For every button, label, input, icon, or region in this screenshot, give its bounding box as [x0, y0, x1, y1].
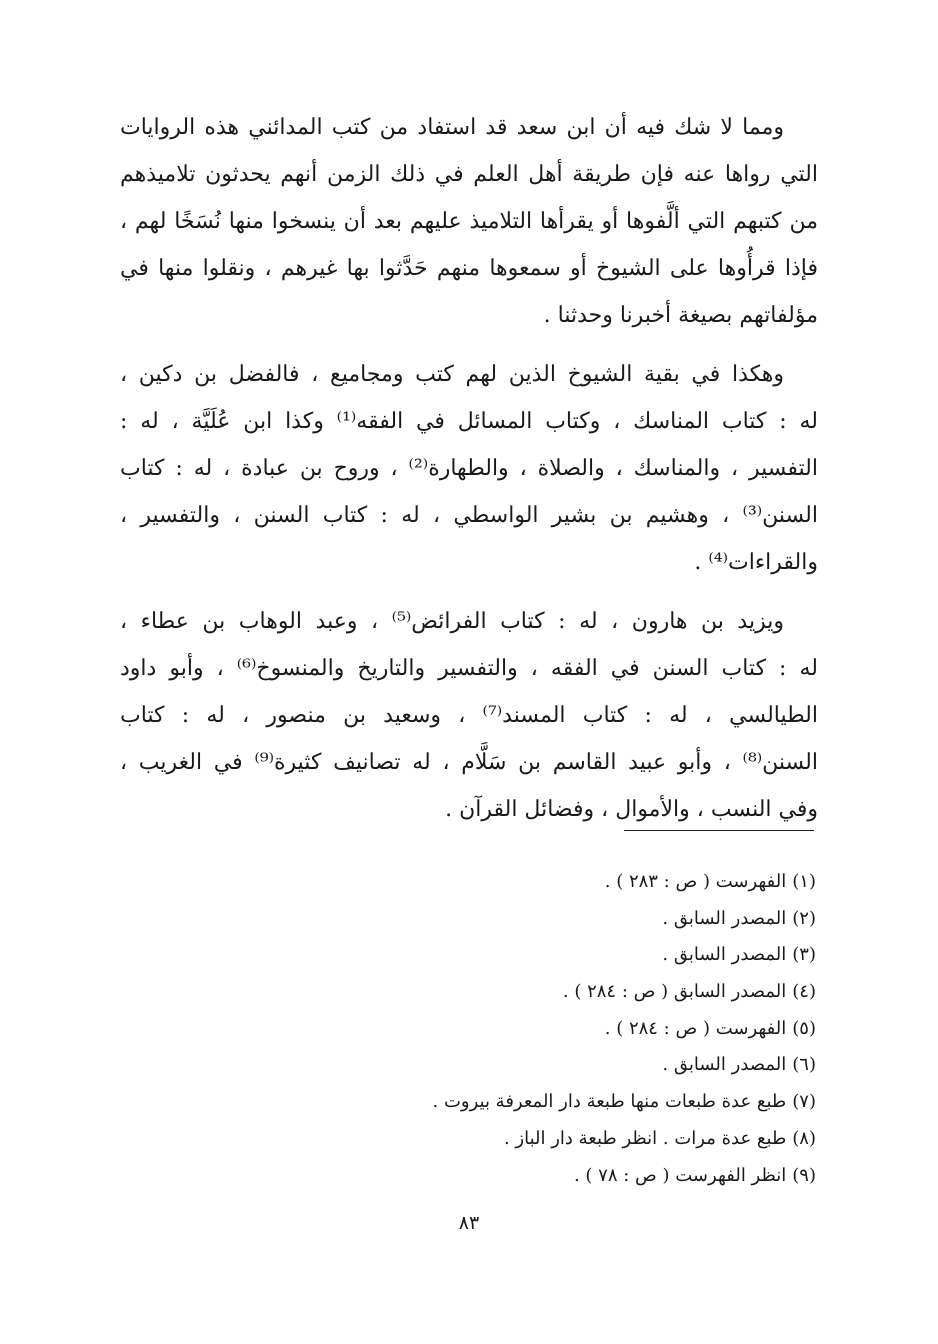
text-line: والقراءات⁽⁴⁾ . [694, 550, 818, 575]
footnote-number: (٩) [792, 1164, 816, 1186]
footnote-number: (٢) [792, 907, 816, 929]
footnote-item [316, 1011, 816, 1048]
text-line: السنن⁽⁸⁾ ، وأبو عبيد القاسم بن سَلَّام ، له تصانيف كثيرة⁽⁹⁾ في الغريب ، [120, 750, 818, 775]
footnote-number: (٧) [792, 1091, 816, 1113]
footnote-text: انظر الفهرست ( ص : ٧٨ ) . [573, 1164, 787, 1186]
footnote-number: (١) [792, 871, 816, 892]
text-line: وهكذا في بقية الشيوخ الذين لهم كتب ومجاميع ، فالفضل بن دكين ، [120, 362, 784, 387]
footnote-number: (٥) [792, 1017, 816, 1039]
footnote-number: (٣) [792, 944, 816, 966]
text-line: السنن⁽³⁾ ، وهشيم بن بشير الواسطي ، له : كتاب السنن ، والتفسير ، [120, 503, 818, 528]
footnote-item [316, 1158, 816, 1195]
footnote-item [316, 901, 816, 938]
paragraph-1 [120, 104, 818, 339]
text-line: ومما لا شك فيه أن ابن سعد قد استفاد من كتب المدائني هذه الروايات [120, 115, 784, 140]
footnote-number: (٨) [792, 1127, 816, 1149]
text-line: وفي النسب ، والأموال ، وفضائل القرآن . [445, 797, 818, 822]
footnote-text: الفهرست ( ص : ٢٨٤ ) . [604, 1017, 787, 1039]
footnotes [316, 864, 816, 1194]
footnote-text: طبع عدة مرات . انظر طبعة دار الباز . [503, 1127, 787, 1149]
paragraph-3 [120, 598, 818, 833]
footnote-text: المصدر السابق . [662, 907, 787, 929]
footnote-text: المصدر السابق . [662, 1054, 787, 1076]
text-line: التي رواها عنه فإن طريقة أهل العلم في ذلك الزمن أنهم يحدثون تلاميذهم [120, 162, 818, 187]
footnote-item [316, 974, 816, 1011]
footnote-text: الفهرست ( ص : ٢٨٣ ) . [604, 871, 787, 892]
footnote-text: المصدر السابق . [662, 944, 787, 966]
main-text [120, 104, 818, 845]
text-line: من كتبهم التي ألَّفوها أو يقرأها التلاميذ عليهم بعد أن ينسخوا منها نُسَخًا لهم ، [120, 209, 818, 234]
text-line: له : كتاب السنن في الفقه ، والتفسير والتاريخ والمنسوخ⁽⁶⁾ ، وأبو داود [120, 656, 818, 681]
text-line: فإذا قرأُوها على الشيوخ أو سمعوها منهم حَدَّثوا بها غيرهم ، ونقلوا منها في [120, 256, 818, 281]
footnote-divider [624, 830, 814, 831]
footnote-item [316, 1121, 816, 1158]
footnote-item [316, 937, 816, 974]
footnote-item [316, 1084, 816, 1121]
page-number: ٨٣ [458, 1212, 480, 1234]
footnote-text: طبع عدة طبعات منها طبعة دار المعرفة بيروت . [432, 1091, 787, 1113]
paragraph-2 [120, 351, 818, 586]
text-line: مؤلفاتهم بصيغة أخبرنا وحدثنا . [543, 303, 818, 328]
footnote-item [316, 864, 816, 901]
footnote-text: المصدر السابق ( ص : ٢٨٤ ) . [562, 981, 787, 1003]
footnote-number: (٦) [792, 1054, 816, 1076]
footnote-number: (٤) [792, 981, 816, 1003]
text-line: التفسير ، والمناسك ، والصلاة ، والطهارة⁽²⁾ ، وروح بن عبادة ، له : كتاب [120, 456, 818, 481]
text-line: الطيالسي ، له : كتاب المسند⁽⁷⁾ ، وسعيد بن منصور ، له : كتاب [120, 703, 818, 728]
footnote-item [316, 1047, 816, 1084]
text-line: ويزيد بن هارون ، له : كتاب الفرائض⁽⁵⁾ ، وعبد الوهاب بن عطاء ، [120, 609, 784, 634]
text-line: له : كتاب المناسك ، وكتاب المسائل في الفقه⁽¹⁾ وكذا ابن عُلَيَّة ، له : [120, 409, 818, 434]
